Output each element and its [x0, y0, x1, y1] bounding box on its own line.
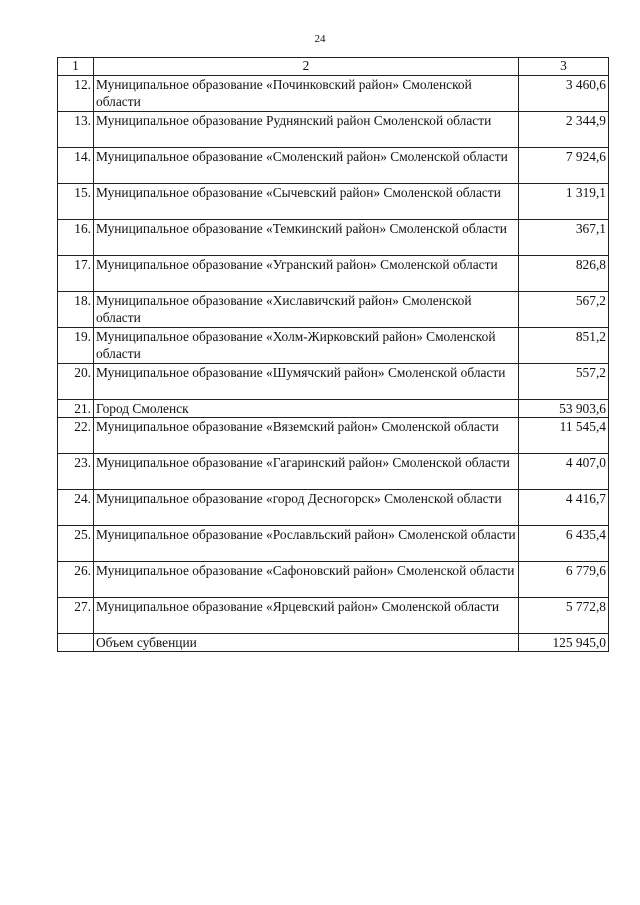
row-value: 5 772,8 — [519, 598, 609, 634]
row-number: 27. — [58, 598, 94, 634]
row-value: 851,2 — [519, 328, 609, 364]
row-value: 4 416,7 — [519, 490, 609, 526]
total-label: Объем субвенции — [94, 634, 519, 652]
row-number: 22. — [58, 418, 94, 454]
row-number: 12. — [58, 76, 94, 112]
table-header-row — [58, 58, 609, 76]
table-row — [58, 418, 609, 454]
row-name: Город Смоленск — [94, 400, 519, 418]
table-row — [58, 220, 609, 256]
header-col-2: 2 — [94, 58, 519, 76]
total-value: 125 945,0 — [519, 634, 609, 652]
row-value: 7 924,6 — [519, 148, 609, 184]
row-number: 21. — [58, 400, 94, 418]
table-row — [58, 400, 609, 418]
table-row — [58, 526, 609, 562]
row-value: 2 344,9 — [519, 112, 609, 148]
total-row — [58, 634, 609, 652]
table-row — [58, 490, 609, 526]
table-row — [58, 562, 609, 598]
row-number: 14. — [58, 148, 94, 184]
row-name: Муниципальное образование Руднянский район Смоленской области — [94, 112, 519, 148]
table-row — [58, 184, 609, 220]
row-name: Муниципальное образование «Темкинский район» Смоленской области — [94, 220, 519, 256]
row-name: Муниципальное образование «Сафоновский район» Смоленской области — [94, 562, 519, 598]
table-body — [58, 76, 609, 634]
table-row — [58, 292, 609, 328]
row-name: Муниципальное образование «Шумячский район» Смоленской области — [94, 364, 519, 400]
table-row — [58, 328, 609, 364]
row-value: 6 435,4 — [519, 526, 609, 562]
row-number: 24. — [58, 490, 94, 526]
row-number: 17. — [58, 256, 94, 292]
row-name: Муниципальное образование «город Десногорск» Смоленской области — [94, 490, 519, 526]
row-value: 4 407,0 — [519, 454, 609, 490]
row-number: 26. — [58, 562, 94, 598]
row-value: 53 903,6 — [519, 400, 609, 418]
row-value: 557,2 — [519, 364, 609, 400]
row-value: 826,8 — [519, 256, 609, 292]
row-name: Муниципальное образование «Холм-Жирковский район» Смоленской области — [94, 328, 519, 364]
row-name: Муниципальное образование «Угранский район» Смоленской области — [94, 256, 519, 292]
row-value: 3 460,6 — [519, 76, 609, 112]
row-name: Муниципальное образование «Рославльский район» Смоленской области — [94, 526, 519, 562]
row-name: Муниципальное образование «Смоленский район» Смоленской области — [94, 148, 519, 184]
row-name: Муниципальное образование «Сычевский район» Смоленской области — [94, 184, 519, 220]
row-value: 1 319,1 — [519, 184, 609, 220]
table-row — [58, 598, 609, 634]
page-number: 24 — [314, 33, 326, 45]
row-name: Муниципальное образование «Починковский район» Смоленской области — [94, 76, 519, 112]
row-number: 18. — [58, 292, 94, 328]
row-value: 11 545,4 — [519, 418, 609, 454]
total-num-cell — [58, 634, 94, 652]
row-number: 13. — [58, 112, 94, 148]
row-value: 367,1 — [519, 220, 609, 256]
row-value: 6 779,6 — [519, 562, 609, 598]
table-row — [58, 76, 609, 112]
subvention-table — [57, 57, 609, 652]
header-col-1: 1 — [58, 58, 94, 76]
row-name: Муниципальное образование «Гагаринский район» Смоленской области — [94, 454, 519, 490]
table-row — [58, 364, 609, 400]
row-number: 15. — [58, 184, 94, 220]
row-name: Муниципальное образование «Хиславичский район» Смоленской области — [94, 292, 519, 328]
row-name: Муниципальное образование «Ярцевский район» Смоленской области — [94, 598, 519, 634]
header-col-3: 3 — [519, 58, 609, 76]
row-number: 23. — [58, 454, 94, 490]
row-number: 25. — [58, 526, 94, 562]
table-row — [58, 112, 609, 148]
row-number: 20. — [58, 364, 94, 400]
table-row — [58, 148, 609, 184]
table-row — [58, 454, 609, 490]
row-number: 19. — [58, 328, 94, 364]
row-name: Муниципальное образование «Вяземский район» Смоленской области — [94, 418, 519, 454]
table-row — [58, 256, 609, 292]
row-number: 16. — [58, 220, 94, 256]
row-value: 567,2 — [519, 292, 609, 328]
